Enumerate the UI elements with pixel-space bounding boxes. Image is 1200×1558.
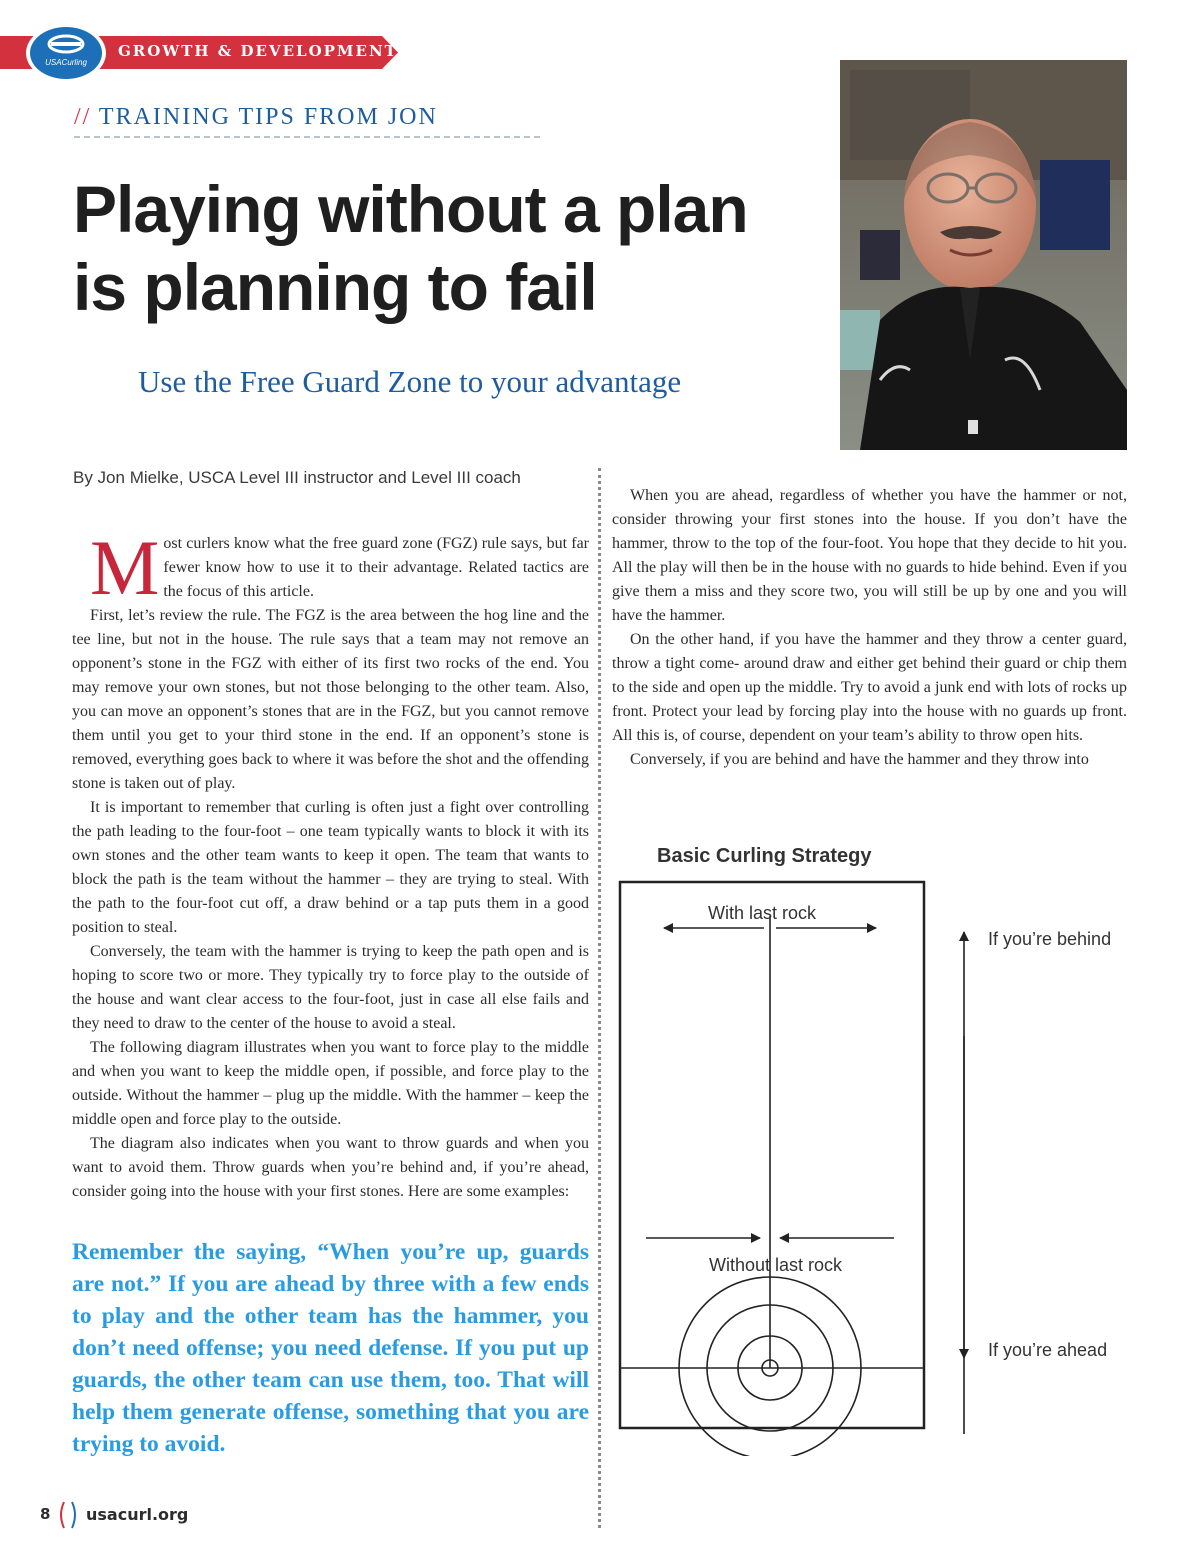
curling-strategy-diagram	[612, 836, 1152, 1456]
kicker	[74, 104, 438, 131]
headline-line-1: Playing without a plan	[73, 172, 748, 246]
article-paragraph: When you are ahead, regardless of whether you have the hammer or not, consider throwing your first stones into the house. If you don’t have the hammer, throw to the top of the four-foot. You hope that they decide to hit you. All the play will then be in the house with no guards to hide behind. Even if you give them a miss and they score two, you will still be up by one and you will have the hammer.	[612, 487, 1127, 624]
article-paragraph: First, let’s review the rule. The FGZ is the area between the hog line and the tee line, but not in the house. The rule says that a team may not remove an opponent’s stone in the FGZ with either of its first two rocks of the end. You may remove your own stones, but not those belonging to the other team. Also, you can move an opponent’s stones that are in the FGZ, but you cannot remove them until you get to your third stone in the end. If an opponent’s stone is removed, everything goes back to where it was before the shot and the offending stone is taken out of play.	[72, 607, 589, 792]
usa-curling-logo[interactable]	[24, 22, 108, 84]
kicker-slashes: //	[74, 104, 92, 130]
page-number: 8	[40, 1505, 51, 1523]
site-url[interactable]: usacurl.org	[86, 1505, 189, 1524]
article-headline	[73, 170, 833, 326]
with-last-rock-label: With last rock	[708, 903, 817, 923]
byline: By Jon Mielke, USCA Level III instructor and Level III coach	[73, 468, 521, 487]
without-last-rock-label: Without last rock	[709, 1255, 843, 1275]
article-paragraph: The diagram also indicates when you want to throw guards and when you want to avoid them. Throw guards when you’re behind and, if you’re ahead, consider going into the house with your first stones. Here are some examples:	[72, 1135, 589, 1200]
kicker-text: TRAINING TIPS FROM JON	[98, 104, 438, 130]
article-paragraph: Conversely, if you are behind and have the hammer and they throw into	[630, 751, 1089, 768]
section-label: GROWTH & DEVELOPMENT	[118, 42, 398, 60]
folio-parenthesis-icon	[60, 1500, 82, 1530]
logo-wordmark: USACurling	[45, 58, 87, 67]
headline-line-2: is planning to fail	[73, 250, 597, 324]
column-divider	[598, 468, 601, 1528]
article-paragraph: Most curlers know what the free guard zone (FGZ) rule says, but far fewer know how to use it to their advantage. Related tactics are the focus of this article.	[90, 524, 589, 611]
diagram-title: Basic Curling Strategy	[657, 845, 872, 867]
if-ahead-label: If you’re ahead	[988, 1340, 1108, 1360]
article-paragraph: Conversely, the team with the hammer is trying to keep the path open and is hoping to score two or more. They typically try to force play to the outside of the house and want clear access to the four-foot, just in case all else fails and they need to draw to the center of the house to avoid a steal.	[72, 943, 589, 1032]
article-paragraph: On the other hand, if you have the hammer and they throw a center guard, throw a tight come- around draw and either get behind their guard or chip them to the side and open up the middle. Try to avoid a junk end with lots of rocks up front. Protect your lead by forcing play into the house with no guards up front. All this is, of course, dependent on your team’s ability to throw open hits.	[612, 631, 1127, 744]
article-paragraph: The following diagram illustrates when you want to force play to the middle and when you want to keep the middle open, if possible, and force play to the outside. Without the hammer – plug up the middle. With the hammer – keep the middle open and force play to the outside.	[72, 1039, 589, 1128]
article-column-2	[612, 484, 1127, 772]
sheet-outline	[620, 882, 924, 1428]
article-paragraph: It is important to remember that curling is often just a fight over controlling the path leading to the four-foot – one team typically wants to block it with its own stones and the other team wants to keep it open. The team that wants to block the path is the team without the hammer – they are trying to steal. With the path to the four-foot cut off, a draw behind or a tap puts them in a good position to steal.	[72, 799, 589, 936]
article-deck: Use the Free Guard Zone to your advantage	[138, 364, 682, 399]
drop-cap: M	[90, 524, 160, 611]
pull-quote: Remember the saying, “When you’re up, guards are not.” If you are ahead by three with a few ends to play and the other team has the hammer, you don’t need offense; you need defense. If you put up guards, the other team can use them, too. That will help them generate offense, something that you are trying to avoid.	[72, 1239, 589, 1457]
kicker-divider	[74, 136, 540, 138]
if-behind-label: If you’re behind	[988, 929, 1112, 949]
author-photo	[840, 60, 1127, 450]
article-column-1	[72, 524, 589, 1204]
